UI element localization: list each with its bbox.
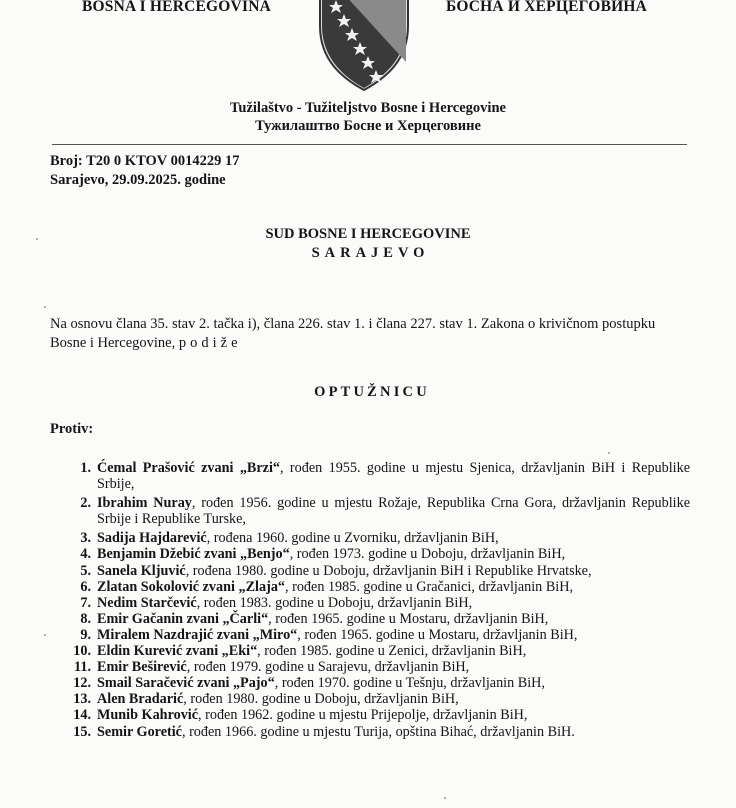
accused-details: , rođen 1970. godine u Tešnju, državljanin BiH, (274, 675, 545, 692)
accused-name: Sanela Kljuvić (97, 562, 186, 579)
accused-name: Alen Bradarić (97, 691, 184, 708)
accused-item (67, 643, 690, 659)
accused-details: , rođen 1965. godine u Mostaru, državljanin BiH, (297, 626, 578, 643)
protiv-label: Protiv: (50, 421, 94, 437)
accused-details: , rođen 1956. godine u mjestu Rožaje, Republika Crna Gora, državljanin Republike Srbije i Republike Turske, (97, 495, 690, 528)
accused-item (67, 530, 690, 546)
prosecutor-office (0, 99, 736, 135)
accused-name: Benjamin Džebić zvani „Benjo“ (97, 546, 290, 563)
coat-of-arms-icon (314, 0, 414, 92)
accused-number: 5. (80, 562, 91, 579)
accused-details: , rođen 1966. godine u mjestu Turija, opština Bihać, državljanin BiH. (181, 723, 575, 740)
accused-name: Smail Saračević zvani „Pajo“ (97, 675, 275, 692)
accused-number: 1. (80, 460, 91, 476)
accused-name: Sadija Hajdarević (97, 530, 207, 547)
accused-number: 15. (73, 723, 91, 740)
accused-name: Eldin Kurević zvani „Eki“ (97, 643, 258, 660)
accused-number: 6. (80, 578, 91, 595)
accused-details: , rođen 1965. godine u Mostaru, državljanin BiH, (268, 610, 549, 627)
accused-item (67, 579, 690, 595)
accused-number: 10. (73, 643, 91, 660)
accused-name: Miralem Nazdrajić zvani „Miro“ (97, 626, 298, 643)
reference-block (50, 152, 239, 190)
accused-details: , rođen 1985. godine u Gračanici, državljanin BiH, (285, 578, 574, 595)
accused-item (67, 546, 690, 562)
court-block (0, 225, 736, 263)
legal-basis-text: Na osnovu člana 35. stav 2. tačka i), člana 226. stav 1. i člana 227. stav 1. Zakona o krivičnom postupku Bosne i Hercegovine, (50, 316, 656, 351)
accused-details: , rođen 1962. godine u mjestu Prijepolje, državljanin BiH, (198, 707, 528, 724)
accused-item (67, 707, 690, 723)
accused-name: Semir Goretić (97, 723, 182, 740)
accused-name: Ibrahim Nuray (97, 495, 192, 512)
podize-word: podiže (178, 335, 242, 351)
accused-number: 4. (80, 546, 91, 563)
accused-details: , rođen 1973. godine u Doboju, državljanin BiH, (289, 546, 566, 563)
accused-item (67, 675, 690, 691)
accused-item (67, 460, 690, 492)
accused-name: Zlatan Sokolović zvani „Zlaja“ (97, 578, 286, 595)
accused-item (67, 724, 690, 740)
accused-details: , rođen 1985. godine u Zenici, državljanin BiH, (257, 643, 527, 660)
accused-name: Emir Gačanin zvani „Čarli“ (97, 610, 269, 627)
accused-details: , rođen 1955. godine u mjestu Sjenica, državljanin BiH i Republike Srbije, (97, 460, 691, 493)
office-latin: Tužilaštvo - Tužiteljstvo Bosne i Hercegovine (230, 100, 506, 116)
court-city: SARAJEVO (311, 245, 430, 261)
accused-number: 14. (73, 707, 91, 724)
accused-number: 9. (80, 626, 91, 643)
legal-basis (50, 315, 690, 353)
accused-list (67, 460, 690, 740)
header-right-title: БОСНА И ХЕРЦЕГОВИНА (446, 0, 648, 15)
accused-number: 3. (80, 530, 91, 547)
accused-name: Ćemal Prašović zvani „Brzi“ (97, 460, 281, 476)
accused-item (67, 595, 690, 611)
accused-number: 13. (73, 691, 91, 708)
accused-details: , rođena 1960. godine u Zvorniku, državljanin BiH, (206, 530, 499, 547)
accused-name: Munib Kahrović (97, 707, 199, 724)
accused-item (67, 495, 690, 527)
accused-details: , rođen 1983. godine u Doboju, državljanin BiH, (196, 594, 473, 611)
accused-details: , rođen 1980. godine u Doboju, državljanin BiH, (183, 691, 459, 708)
accused-item (67, 691, 690, 707)
place-date: Sarajevo, 29.09.2025. godine (50, 172, 226, 188)
accused-details: , rođena 1980. godine u Doboju, državljanin BiH i Republike Hrvatske, (185, 562, 592, 579)
header-divider (52, 144, 687, 145)
accused-number: 2. (80, 495, 91, 512)
accused-item (67, 659, 690, 675)
case-number: Broj: T20 0 KTOV 0014229 17 (50, 153, 240, 169)
accused-number: 12. (73, 675, 91, 692)
accused-item (67, 627, 690, 643)
court-name: SUD BOSNE I HERCEGOVINE (265, 226, 471, 242)
accused-name: Emir Beširević (97, 659, 187, 676)
accused-name: Nedim Starčević (97, 594, 197, 611)
accused-number: 8. (80, 610, 91, 627)
accused-details: , rođen 1979. godine u Sarajevu, državljanin BiH, (186, 659, 470, 676)
document-title: OPTUŽNICU (314, 384, 430, 400)
accused-item (67, 611, 690, 627)
header-left-title: BOSNA I HERCEGOVINA (82, 0, 271, 15)
office-cyrillic: Тужилаштво Босне и Херцеговине (255, 118, 481, 134)
accused-number: 7. (80, 594, 91, 611)
accused-number: 11. (74, 659, 91, 676)
accused-item (67, 563, 690, 579)
